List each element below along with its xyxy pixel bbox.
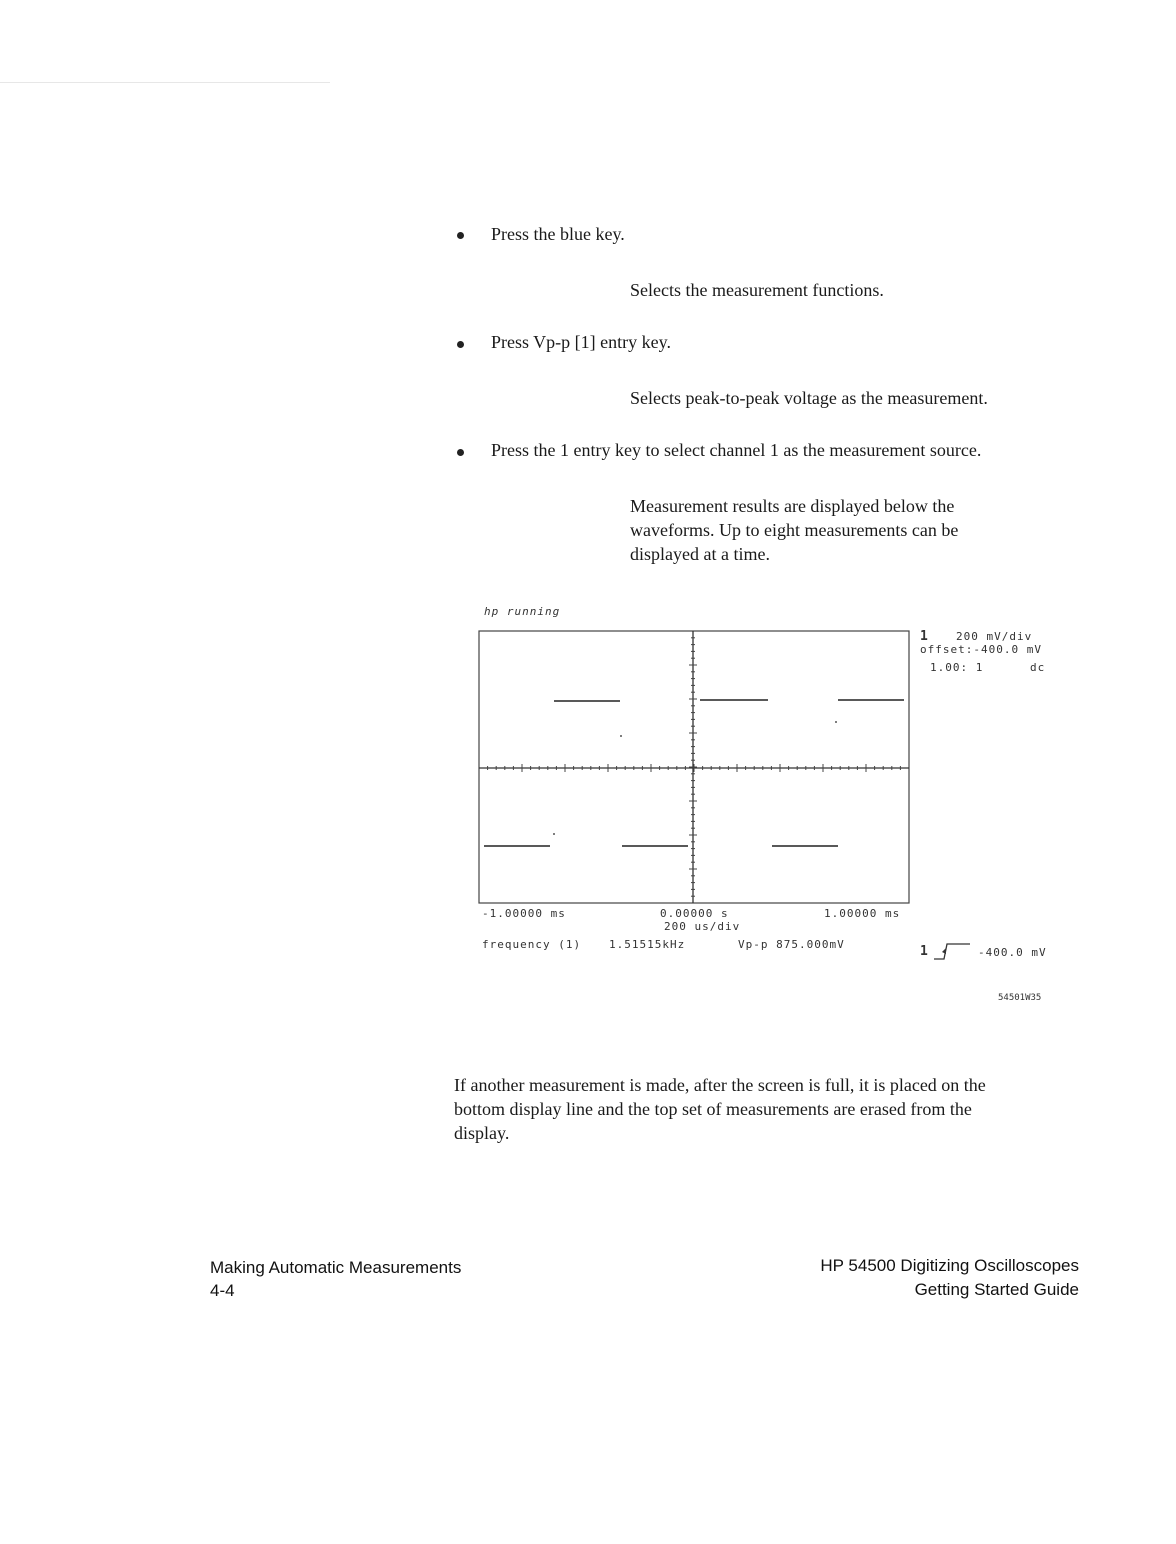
channel-scale: 200 mV/div [956,630,1033,643]
step-2-result [630,386,988,410]
measurement-frequency-label: frequency (1) [482,938,582,951]
closing-paragraph [454,1073,986,1145]
step-2-text: Press Vp-p [1] entry key. [491,332,671,352]
bullet-3 [457,449,464,456]
footer-product-name: HP 54500 Digitizing Oscilloscopes [820,1256,1079,1275]
step-3-result [630,494,958,566]
trace-dots [553,721,837,835]
step-2-result-line: Selects peak-to-peak voltage as the measurement. [630,388,988,408]
graticule-ticks [488,638,901,896]
channel-offset: offset:-400.0 mV [920,643,1042,656]
scan-artifact [0,82,330,83]
bullet-1 [457,232,464,239]
time-center-label: 0.00000 s [660,907,729,920]
trigger-level: -400.0 mV [978,946,1047,959]
step-1-result [630,278,884,302]
measurement-vpp: Vp-p 875.000mV [738,938,845,951]
waveform-trace [484,700,904,846]
step-3-text: Press the 1 entry key to select channel 1 as the measurement source. [491,440,982,460]
closing-paragraph-line-1: If another measurement is made, after the screen is full, it is placed on the [454,1075,986,1095]
trigger-channel: 1 [920,944,929,959]
footer-guide-name: Getting Started Guide [914,1280,1079,1299]
step-3-result-line-2: waveforms. Up to eight measurements can be [630,520,959,540]
closing-paragraph-line-3: display. [454,1123,510,1143]
closing-paragraph-line-2: bottom display line and the top set of measurements are erased from the [454,1099,972,1119]
scope-graticule [478,630,910,904]
timebase-label: 200 us/div [664,920,741,933]
measurement-frequency-value: 1.51515kHz [609,938,686,951]
step-3-result-line-1: Measurement results are displayed below the [630,496,955,516]
step-1-result-line: Selects the measurement functions. [630,280,884,300]
figure-id: 54501W35 [998,993,1042,1003]
bullet-2 [457,341,464,348]
trigger-edge-icon [932,940,972,962]
coupling: dc [1030,661,1046,674]
probe-ratio: 1.00: 1 [930,661,984,674]
scope-status: hp running [484,605,561,618]
time-right-label: 1.00000 ms [824,907,901,920]
footer-section-title: Making Automatic Measurements [210,1258,462,1277]
step-1-text: Press the blue key. [491,224,625,244]
channel-number: 1 [920,629,929,644]
footer-page-number: 4-4 [210,1281,235,1300]
step-3-result-line-3: displayed at a time. [630,544,770,564]
time-left-label: -1.00000 ms [482,907,566,920]
